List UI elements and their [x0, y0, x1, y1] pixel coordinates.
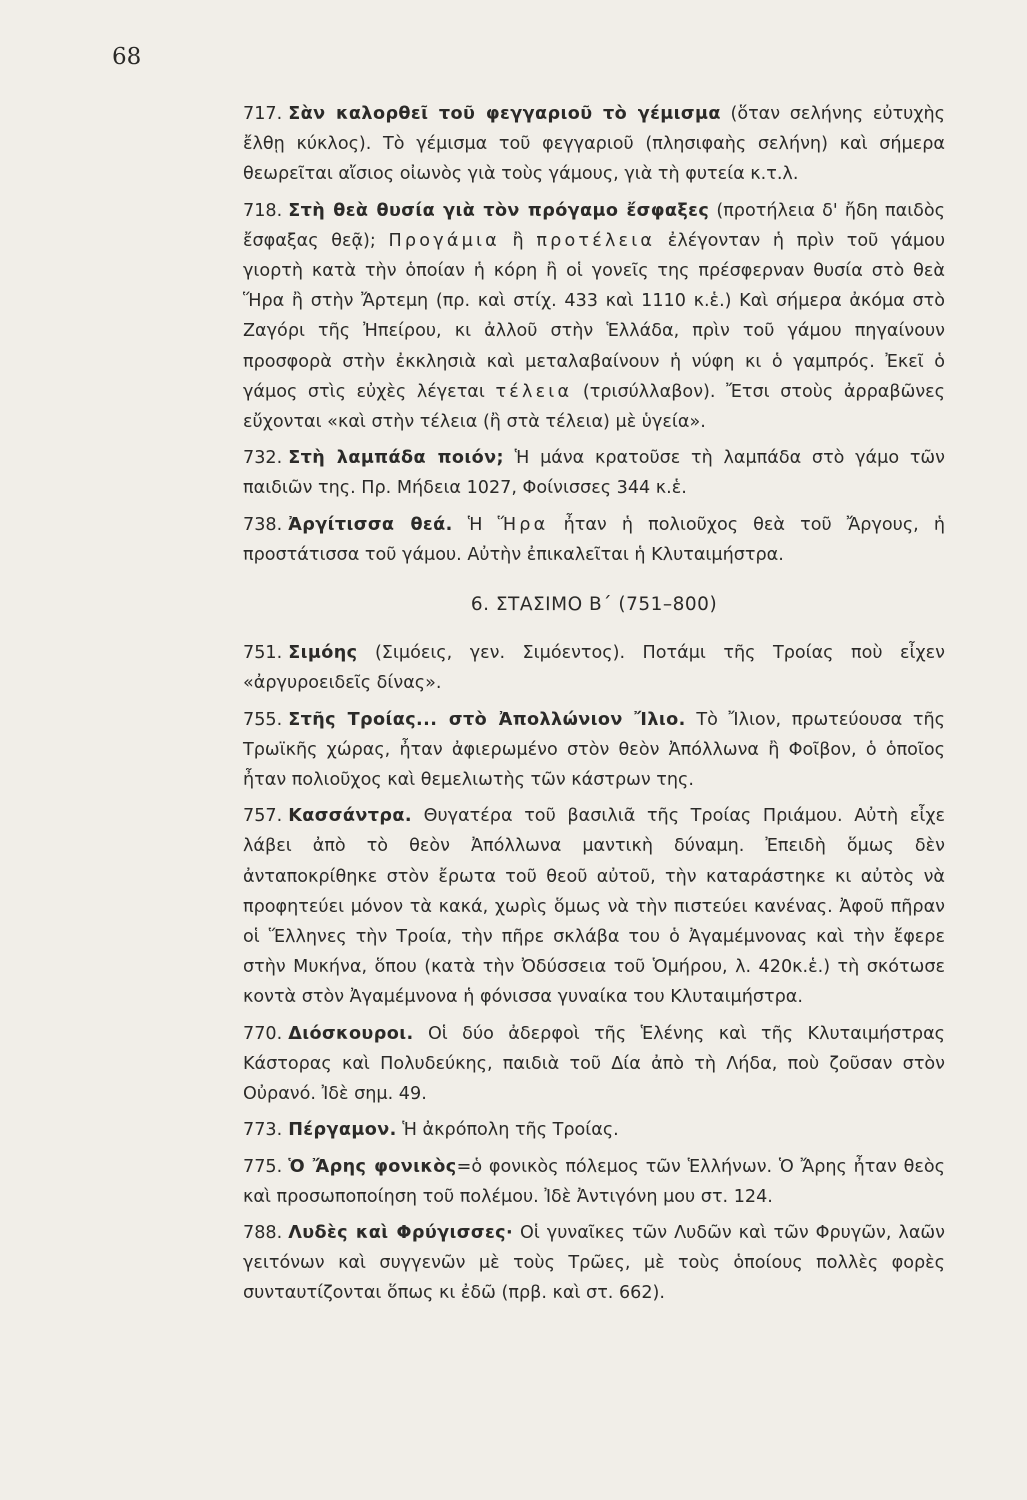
note-788 [243, 1218, 945, 1309]
note-738 [243, 510, 945, 570]
note-number: 751. [243, 643, 283, 664]
note-text: ἦταν ἡ πολιοῦχος θεὰ τοῦ Ἄργους, ἡ προστάτισσα τοῦ γάμου. Αὐτὴν ἐπικαλεῖται ἡ Κλυταιμήστρα. [243, 514, 945, 565]
note-773 [243, 1115, 945, 1145]
note-lemma: Κασσάντρα. [288, 806, 412, 827]
note-lemma: Πέργαμον. [288, 1120, 397, 1141]
note-text: (προτήλεια δ' ἤδη παιδὸς ἔσφαξας θεᾷ); [243, 200, 946, 251]
spaced-term: τέλεια [495, 381, 573, 402]
note-number: 717. [243, 104, 283, 124]
note-lemma: Σὰν καλορθεῖ τοῦ φεγγαριοῦ τὸ γέμισμα [288, 104, 721, 124]
note-lemma: Διόσκουροι. [288, 1023, 414, 1044]
note-lemma: Ὁ Ἄρης φονικὸς [288, 1156, 457, 1177]
note-lemma: Στὴ λαμπάδα ποιόν; [288, 448, 504, 469]
note-text: Θυγατέρα τοῦ βασιλιᾶ τῆς Τροίας Πριάμου. Αὐτὴ εἶχε λάβει ἀπὸ τὸ θεὸν Ἀπόλλωνα μαντικὴ δύναμη. Ἐπειδὴ ὅμως δὲν ἀνταποκρίθηκε στὸν ἔρωτα τοῦ θεοῦ αὐτοῦ, τὴν καταράστηκε κι αὐτὸς νὰ προφητεύει μόνον τὰ κακά, χωρὶς ὅμως νὰ τὴν πιστεύει κανένας. Ἀφοῦ πῆραν οἱ Ἕλληνες τὴν Τροία, τὴν πῆρε σκλάβα του ὁ Ἀγαμέμνονας καὶ τὴν ἔφερε στὴν Μυκήνα, ὅπου (κατὰ τὴν Ὀδύσσεια τοῦ Ὁμήρου, λ. 420κ.ἑ.) τὴ σκότωσε κοντὰ στὸν Ἀγαμέμνονα ἡ φόνισσα γυναίκα του Κλυταιμήστρα. [243, 806, 945, 1008]
note-number: 738. [243, 514, 283, 535]
note-number: 757. [243, 806, 283, 827]
note-number: 773. [243, 1120, 283, 1141]
note-text: Ἡ μάνα κρατοῦσε τὴ λαμπάδα στὸ γάμο τῶν παιδιῶν της. Πρ. Μήδεια 1027, Φοίνισσες 344 κ.ἑ. [243, 448, 945, 499]
note-717 [243, 99, 945, 190]
note-lemma: Σιμόης [288, 643, 358, 664]
note-775 [243, 1152, 945, 1212]
spaced-term: Ἥρα [497, 514, 549, 535]
note-757 [243, 801, 945, 1012]
note-text: Ἡ ἀκρόπολη τῆς Τροίας. [396, 1120, 619, 1141]
note-770 [243, 1019, 945, 1110]
note-text: Οἱ δύο ἀδερφοὶ τῆς Ἑλένης καὶ τῆς Κλυταιμήστρας Κάστορας καὶ Πολυδεύκης, παιδιὰ τοῦ Δία ἀπὸ τὴ Λήδα, ποὺ ζοῦσαν στὸν Οὐρανό. Ἰδὲ σημ. 49. [243, 1023, 945, 1105]
note-number: 755. [243, 709, 283, 730]
note-755 [243, 705, 945, 796]
note-text: ἐλέγονταν ἡ πρὶν τοῦ γάμου γιορτὴ κατὰ τὴν ὁποίαν ἡ κόρη ἢ οἱ γονεῖς της πρέσφερναν θυσία στὸ θεὰ Ἥρα ἢ στὴν Ἄρτεμη (πρ. καὶ στίχ. 433 καὶ 1110 κ.ἑ.) Καὶ σήμερα ἀκόμα στὸ Ζαγόρι τῆς Ἠπείρου, κι ἀλλοῦ στὴν Ἑλλάδα, πρὶν τοῦ γάμου πηγαίνουν προσφορὰ στὴν ἐκκλησιὰ καὶ μεταλαβαίνουν ἡ νύφη κι ὁ γαμπρός. Ἐκεῖ ὁ γάμος στὶς εὐχὲς λέγεται [243, 230, 946, 402]
note-lemma: Στὴ θεὰ θυσία γιὰ τὸν πρόγαμο ἔσφαξες [288, 200, 710, 221]
note-number: 718. [243, 200, 283, 221]
note-text: (Σιμόεις, γεν. Σιμόεντος). Ποτάμι τῆς Τροίας ποὺ εἶχεν «ἀργυροειδεῖς δίνας». [243, 643, 945, 694]
spaced-term: προτέλεια [536, 230, 656, 251]
note-text: Ἡ [452, 514, 498, 535]
note-732 [243, 443, 945, 503]
note-text: Τὸ Ἴλιον, πρωτεύουσα τῆς Τρωϊκῆς χώρας, ἦταν ἀφιερωμένο στὸν θεὸν Ἀπόλλωνα ἢ Φοῖβον, ὁ ὁποῖος ἦταν πολιοῦχος καὶ θεμελιωτὴς τῶν κάστρων της. [243, 709, 945, 791]
note-lemma: Λυδὲς καὶ Φρύγισσες· [288, 1222, 514, 1243]
note-number: 775. [243, 1156, 283, 1177]
note-number: 732. [243, 448, 283, 469]
page-number: 68 [112, 44, 142, 70]
note-text: (τρισύλλαβον). Ἔτσι στοὺς ἀρραβῶνες εὔχονται «καὶ στὴν τέλεια (ἢ στὰ τέλεια) μὲ ὑγεία». [243, 381, 945, 433]
note-number: 788. [243, 1222, 283, 1243]
commentary-text [243, 99, 945, 1315]
note-751 [243, 638, 945, 698]
note-text: Οἱ γυναῖκες τῶν Λυδῶν καὶ τῶν Φρυγῶν, λαῶν γειτόνων καὶ συγγενῶν μὲ τοὺς Τρῶες, μὲ τοὺς ὁποίους πολλὲς φορὲς συνταυτίζονται ὅπως κι ἐδῶ (πρβ. καὶ στ. 662). [243, 1222, 945, 1304]
note-number: 770. [243, 1023, 283, 1044]
note-lemma: Ἀργίτισσα θεά. [288, 514, 453, 535]
note-718 [243, 196, 945, 438]
note-text: =ὁ φονικὸς πόλεμος τῶν Ἑλλήνων. Ὁ Ἄρης ἦταν θεὸς καὶ προσωποποίηση τοῦ πολέμου. Ἰδὲ Ἀντιγόνη μου στ. 124. [243, 1156, 945, 1207]
section-heading: 6. ΣΤΑΣΙΜΟ Β΄ (751–800) [470, 594, 718, 616]
spaced-term: Προγάμια [388, 230, 500, 251]
note-lemma: Στῆς Τροίας... στὸ Ἀπολλώνιον Ἴλιο. [288, 709, 686, 730]
note-text: (ὅταν σελήνης εὐτυχὴς ἔλθῃ κύκλος). Τὸ γέμισμα τοῦ φεγγαριοῦ (πλησιφαὴς σελήνη) καὶ σήμερα θεωρεῖται αἴσιος οἰωνὸς γιὰ τοὺς γάμους, γιὰ τὴ φυτεία κ.τ.λ. [243, 104, 945, 185]
note-text: ἢ [499, 230, 537, 251]
